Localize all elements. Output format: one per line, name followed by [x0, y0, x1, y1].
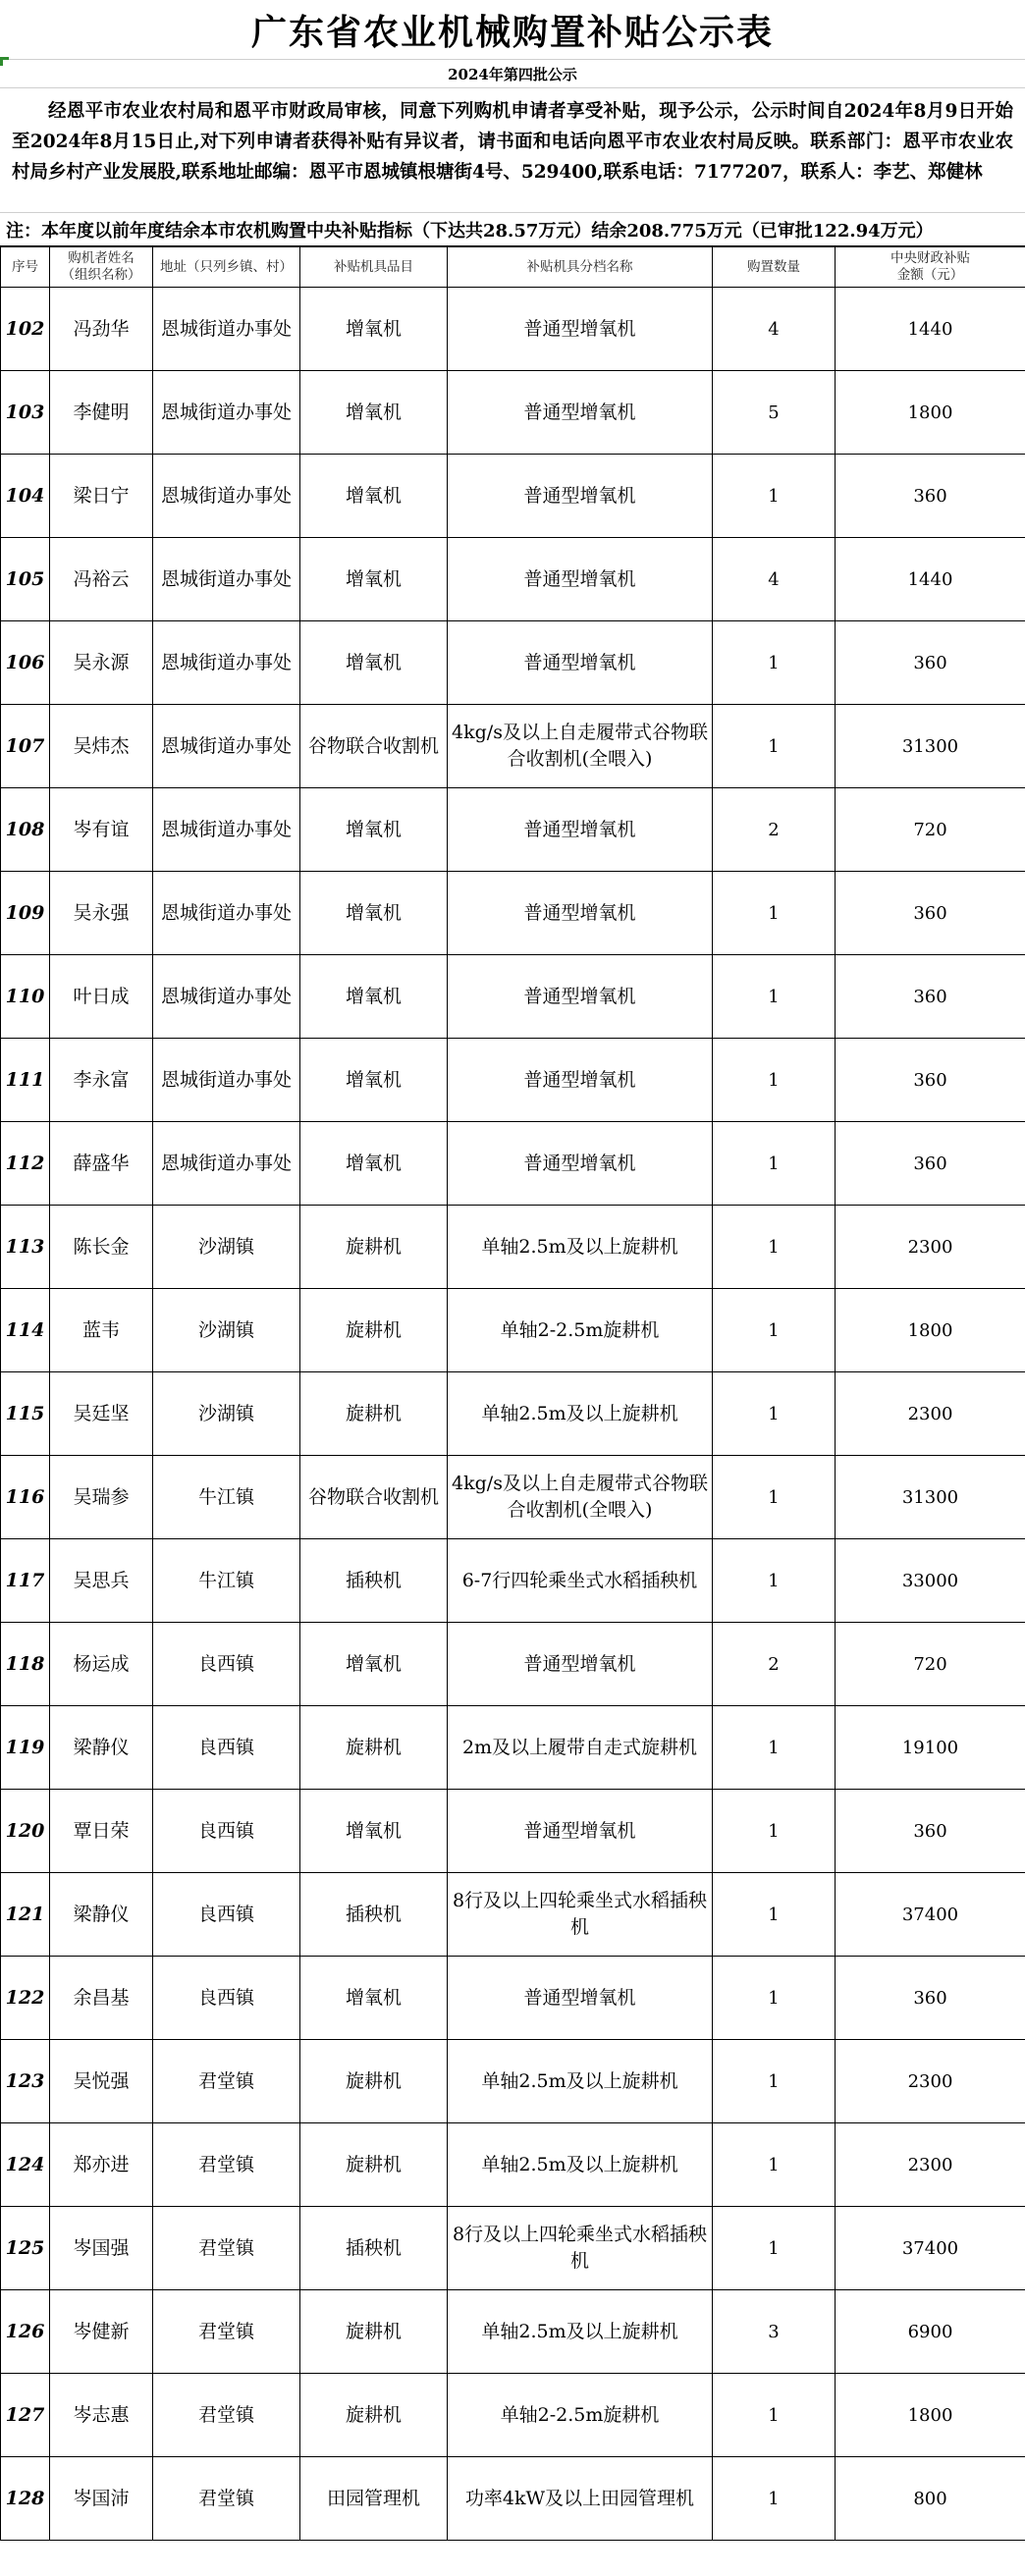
- table-row: [1, 2207, 1025, 2290]
- row-seq-cell: 117: [1, 1539, 50, 1623]
- notice-paragraph: 经恩平市农业农村局和恩平市财政局审核，同意下列购机申请者享受补贴，现予公示，公示时间自2024年8月9日开始至2024年8月15日止,对下列申请者获得补贴有异议者，请书面和电话向恩平市农业农村局反映。联系部门：恩平市农业农村局乡村产业发展股,联系地址邮编：恩平市恩城镇根塘街4号、529400,联系电话：7177207，联系人：李艺、郑健林: [0, 88, 1025, 213]
- table-row: [1, 1372, 1025, 1456]
- row-quantity-cell: 1: [713, 2207, 836, 2290]
- row-quantity-cell: 1: [713, 2123, 836, 2207]
- table-row: [1, 1790, 1025, 1873]
- row-grade-cell: 单轴2-2.5m旋耕机: [448, 1289, 713, 1372]
- row-grade-cell: 普通型增氧机: [448, 288, 713, 371]
- row-quantity-cell: 1: [713, 2457, 836, 2541]
- row-address-cell: 沙湖镇: [153, 1372, 300, 1456]
- table-row: [1, 1623, 1025, 1706]
- row-category-cell: 插秧机: [300, 1539, 448, 1623]
- row-address-cell: 君堂镇: [153, 2207, 300, 2290]
- row-address-cell: 恩城街道办事处: [153, 371, 300, 455]
- table-row: [1, 371, 1025, 455]
- row-category-cell: 旋耕机: [300, 1706, 448, 1790]
- row-amount-cell: 360: [836, 1957, 1025, 2040]
- row-amount-cell: 1440: [836, 288, 1025, 371]
- row-buyer-name-cell: 梁静仪: [50, 1706, 153, 1790]
- row-buyer-name-cell: 吴廷坚: [50, 1372, 153, 1456]
- row-address-cell: 良西镇: [153, 1706, 300, 1790]
- row-amount-cell: 37400: [836, 1873, 1025, 1957]
- row-grade-cell: 普通型增氧机: [448, 455, 713, 538]
- quota-note: 注：本年度以前年度结余本市农机购置中央补贴指标（下达共28.57万元）结余208.775万元（已审批122.94万元）: [0, 213, 1025, 246]
- row-address-cell: 恩城街道办事处: [153, 288, 300, 371]
- row-seq-cell: 118: [1, 1623, 50, 1706]
- row-buyer-name-cell: 岑国沛: [50, 2457, 153, 2541]
- row-category-cell: 谷物联合收割机: [300, 705, 448, 788]
- row-address-cell: 君堂镇: [153, 2123, 300, 2207]
- header-category: 补贴机具品目: [300, 247, 448, 288]
- row-quantity-cell: 1: [713, 1122, 836, 1206]
- row-buyer-name-cell: 梁日宁: [50, 455, 153, 538]
- row-quantity-cell: 1: [713, 1206, 836, 1289]
- row-category-cell: 增氧机: [300, 1790, 448, 1873]
- row-grade-cell: 单轴2.5m及以上旋耕机: [448, 2040, 713, 2123]
- row-seq-cell: 121: [1, 1873, 50, 1957]
- row-grade-cell: 2m及以上履带自走式旋耕机: [448, 1706, 713, 1790]
- table-row: [1, 1706, 1025, 1790]
- row-amount-cell: 720: [836, 1623, 1025, 1706]
- row-amount-cell: 800: [836, 2457, 1025, 2541]
- row-seq-cell: 112: [1, 1122, 50, 1206]
- row-amount-cell: 2300: [836, 2123, 1025, 2207]
- row-category-cell: 旋耕机: [300, 2123, 448, 2207]
- row-buyer-name-cell: 覃日荣: [50, 1790, 153, 1873]
- table-row: [1, 1539, 1025, 1623]
- table-header-row: [1, 247, 1025, 288]
- row-address-cell: 恩城街道办事处: [153, 788, 300, 872]
- row-grade-cell: 8行及以上四轮乘坐式水稻插秧机: [448, 1873, 713, 1957]
- table-row: [1, 1957, 1025, 2040]
- row-grade-cell: 普通型增氧机: [448, 1623, 713, 1706]
- row-seq-cell: 122: [1, 1957, 50, 2040]
- row-category-cell: 田园管理机: [300, 2457, 448, 2541]
- row-buyer-name-cell: 陈长金: [50, 1206, 153, 1289]
- row-amount-cell: 2300: [836, 1372, 1025, 1456]
- table-row: [1, 1206, 1025, 1289]
- row-buyer-name-cell: 李健明: [50, 371, 153, 455]
- row-category-cell: 增氧机: [300, 1039, 448, 1122]
- row-buyer-name-cell: 吴永强: [50, 872, 153, 955]
- row-address-cell: 良西镇: [153, 1957, 300, 2040]
- row-buyer-name-cell: 吴悦强: [50, 2040, 153, 2123]
- row-quantity-cell: 1: [713, 1957, 836, 2040]
- row-quantity-cell: 5: [713, 371, 836, 455]
- table-row: [1, 705, 1025, 788]
- row-quantity-cell: 1: [713, 1289, 836, 1372]
- row-category-cell: 旋耕机: [300, 1372, 448, 1456]
- row-quantity-cell: 1: [713, 621, 836, 705]
- table-row: [1, 788, 1025, 872]
- row-address-cell: 良西镇: [153, 1873, 300, 1957]
- row-buyer-name-cell: 吴思兵: [50, 1539, 153, 1623]
- row-quantity-cell: 1: [713, 872, 836, 955]
- table-body: [1, 288, 1025, 2541]
- row-quantity-cell: 1: [713, 1790, 836, 1873]
- row-category-cell: 增氧机: [300, 788, 448, 872]
- row-seq-cell: 110: [1, 955, 50, 1039]
- row-quantity-cell: 1: [713, 1456, 836, 1539]
- row-grade-cell: 8行及以上四轮乘坐式水稻插秧机: [448, 2207, 713, 2290]
- row-amount-cell: 1800: [836, 2374, 1025, 2457]
- table-row: [1, 621, 1025, 705]
- row-address-cell: 君堂镇: [153, 2040, 300, 2123]
- row-grade-cell: 普通型增氧机: [448, 371, 713, 455]
- row-grade-cell: 单轴2.5m及以上旋耕机: [448, 1206, 713, 1289]
- row-address-cell: 君堂镇: [153, 2290, 300, 2374]
- batch-subtitle: 2024年第四批公示: [0, 60, 1025, 88]
- table-row: [1, 1039, 1025, 1122]
- row-grade-cell: 普通型增氧机: [448, 538, 713, 621]
- row-address-cell: 君堂镇: [153, 2457, 300, 2541]
- row-buyer-name-cell: 吴炜杰: [50, 705, 153, 788]
- row-address-cell: 恩城街道办事处: [153, 538, 300, 621]
- row-grade-cell: 普通型增氧机: [448, 1039, 713, 1122]
- row-buyer-name-cell: 冯裕云: [50, 538, 153, 621]
- subsidy-table: [0, 246, 1025, 2541]
- row-amount-cell: 360: [836, 621, 1025, 705]
- row-seq-cell: 114: [1, 1289, 50, 1372]
- row-seq-cell: 126: [1, 2290, 50, 2374]
- row-amount-cell: 37400: [836, 2207, 1025, 2290]
- row-quantity-cell: 4: [713, 288, 836, 371]
- row-quantity-cell: 4: [713, 538, 836, 621]
- row-grade-cell: 普通型增氧机: [448, 1957, 713, 2040]
- row-quantity-cell: 1: [713, 455, 836, 538]
- row-amount-cell: 1800: [836, 371, 1025, 455]
- row-address-cell: 沙湖镇: [153, 1289, 300, 1372]
- row-seq-cell: 111: [1, 1039, 50, 1122]
- row-category-cell: 旋耕机: [300, 2290, 448, 2374]
- row-category-cell: 旋耕机: [300, 1206, 448, 1289]
- row-amount-cell: 360: [836, 1790, 1025, 1873]
- row-seq-cell: 102: [1, 288, 50, 371]
- row-buyer-name-cell: 梁静仪: [50, 1873, 153, 1957]
- row-category-cell: 增氧机: [300, 621, 448, 705]
- row-grade-cell: 单轴2.5m及以上旋耕机: [448, 2290, 713, 2374]
- row-quantity-cell: 2: [713, 788, 836, 872]
- row-grade-cell: 普通型增氧机: [448, 621, 713, 705]
- row-quantity-cell: 1: [713, 1873, 836, 1957]
- row-seq-cell: 113: [1, 1206, 50, 1289]
- row-category-cell: 增氧机: [300, 1122, 448, 1206]
- table-row: [1, 1456, 1025, 1539]
- row-amount-cell: 360: [836, 955, 1025, 1039]
- row-seq-cell: 120: [1, 1790, 50, 1873]
- row-amount-cell: 1440: [836, 538, 1025, 621]
- row-category-cell: 增氧机: [300, 455, 448, 538]
- row-address-cell: 恩城街道办事处: [153, 705, 300, 788]
- row-seq-cell: 128: [1, 2457, 50, 2541]
- row-category-cell: 旋耕机: [300, 1289, 448, 1372]
- row-address-cell: 恩城街道办事处: [153, 621, 300, 705]
- header-grade: 补贴机具分档名称: [448, 247, 713, 288]
- row-grade-cell: 普通型增氧机: [448, 872, 713, 955]
- row-amount-cell: 2300: [836, 1206, 1025, 1289]
- row-amount-cell: 31300: [836, 1456, 1025, 1539]
- row-amount-cell: 360: [836, 872, 1025, 955]
- table-row: [1, 288, 1025, 371]
- row-category-cell: 增氧机: [300, 955, 448, 1039]
- row-buyer-name-cell: 岑国强: [50, 2207, 153, 2290]
- table-row: [1, 955, 1025, 1039]
- table-row: [1, 2290, 1025, 2374]
- row-category-cell: 增氧机: [300, 1623, 448, 1706]
- row-category-cell: 增氧机: [300, 371, 448, 455]
- row-buyer-name-cell: 薛盛华: [50, 1122, 153, 1206]
- row-quantity-cell: 3: [713, 2290, 836, 2374]
- row-amount-cell: 720: [836, 788, 1025, 872]
- table-row: [1, 2123, 1025, 2207]
- row-seq-cell: 124: [1, 2123, 50, 2207]
- row-buyer-name-cell: 冯劲华: [50, 288, 153, 371]
- row-quantity-cell: 1: [713, 1039, 836, 1122]
- header-quantity: 购置数量: [713, 247, 836, 288]
- row-amount-cell: 360: [836, 1039, 1025, 1122]
- row-grade-cell: 普通型增氧机: [448, 1790, 713, 1873]
- row-quantity-cell: 1: [713, 1539, 836, 1623]
- row-seq-cell: 105: [1, 538, 50, 621]
- row-seq-cell: 116: [1, 1456, 50, 1539]
- table-row: [1, 455, 1025, 538]
- row-category-cell: 增氧机: [300, 872, 448, 955]
- row-grade-cell: 功率4kW及以上田园管理机: [448, 2457, 713, 2541]
- table-row: [1, 2040, 1025, 2123]
- row-address-cell: 恩城街道办事处: [153, 872, 300, 955]
- header-seq: 序号: [1, 247, 50, 288]
- row-seq-cell: 104: [1, 455, 50, 538]
- row-buyer-name-cell: 岑有谊: [50, 788, 153, 872]
- row-address-cell: 恩城街道办事处: [153, 955, 300, 1039]
- row-grade-cell: 普通型增氧机: [448, 955, 713, 1039]
- row-quantity-cell: 2: [713, 1623, 836, 1706]
- row-quantity-cell: 1: [713, 2040, 836, 2123]
- row-seq-cell: 107: [1, 705, 50, 788]
- row-address-cell: 牛江镇: [153, 1456, 300, 1539]
- row-amount-cell: 2300: [836, 2040, 1025, 2123]
- row-quantity-cell: 1: [713, 1372, 836, 1456]
- row-grade-cell: 普通型增氧机: [448, 788, 713, 872]
- row-grade-cell: 单轴2-2.5m旋耕机: [448, 2374, 713, 2457]
- table-row: [1, 2457, 1025, 2541]
- header-buyer-name: 购机者姓名 （组织名称）: [50, 247, 153, 288]
- row-address-cell: 良西镇: [153, 1790, 300, 1873]
- row-category-cell: 插秧机: [300, 1873, 448, 1957]
- row-grade-cell: 单轴2.5m及以上旋耕机: [448, 2123, 713, 2207]
- table-row: [1, 538, 1025, 621]
- row-address-cell: 良西镇: [153, 1623, 300, 1706]
- row-buyer-name-cell: 吴瑞参: [50, 1456, 153, 1539]
- row-grade-cell: 普通型增氧机: [448, 1122, 713, 1206]
- row-category-cell: 插秧机: [300, 2207, 448, 2290]
- table-row: [1, 1873, 1025, 1957]
- row-amount-cell: 1800: [836, 1289, 1025, 1372]
- row-grade-cell: 4kg/s及以上自走履带式谷物联合收割机(全喂入): [448, 1456, 713, 1539]
- row-grade-cell: 6-7行四轮乘坐式水稻插秧机: [448, 1539, 713, 1623]
- row-amount-cell: 33000: [836, 1539, 1025, 1623]
- row-address-cell: 恩城街道办事处: [153, 455, 300, 538]
- row-grade-cell: 单轴2.5m及以上旋耕机: [448, 1372, 713, 1456]
- row-address-cell: 恩城街道办事处: [153, 1039, 300, 1122]
- table-row: [1, 1289, 1025, 1372]
- row-amount-cell: 31300: [836, 705, 1025, 788]
- row-amount-cell: 6900: [836, 2290, 1025, 2374]
- row-seq-cell: 119: [1, 1706, 50, 1790]
- row-buyer-name-cell: 岑健新: [50, 2290, 153, 2374]
- row-buyer-name-cell: 余昌基: [50, 1957, 153, 2040]
- header-amount: 中央财政补贴 金额（元）: [836, 247, 1025, 288]
- row-amount-cell: 360: [836, 1122, 1025, 1206]
- row-quantity-cell: 1: [713, 955, 836, 1039]
- table-row: [1, 1122, 1025, 1206]
- row-address-cell: 沙湖镇: [153, 1206, 300, 1289]
- row-amount-cell: 19100: [836, 1706, 1025, 1790]
- row-category-cell: 谷物联合收割机: [300, 1456, 448, 1539]
- table-row: [1, 2374, 1025, 2457]
- row-category-cell: 增氧机: [300, 288, 448, 371]
- row-quantity-cell: 1: [713, 1706, 836, 1790]
- row-seq-cell: 125: [1, 2207, 50, 2290]
- row-buyer-name-cell: 杨运成: [50, 1623, 153, 1706]
- row-category-cell: 旋耕机: [300, 2374, 448, 2457]
- row-category-cell: 增氧机: [300, 538, 448, 621]
- row-seq-cell: 115: [1, 1372, 50, 1456]
- row-address-cell: 恩城街道办事处: [153, 1122, 300, 1206]
- row-buyer-name-cell: 郑亦进: [50, 2123, 153, 2207]
- row-buyer-name-cell: 岑志惠: [50, 2374, 153, 2457]
- row-address-cell: 君堂镇: [153, 2374, 300, 2457]
- row-seq-cell: 108: [1, 788, 50, 872]
- row-seq-cell: 123: [1, 2040, 50, 2123]
- row-buyer-name-cell: 叶日成: [50, 955, 153, 1039]
- row-grade-cell: 4kg/s及以上自走履带式谷物联合收割机(全喂入): [448, 705, 713, 788]
- table-row: [1, 872, 1025, 955]
- cell-comment-marker: [0, 57, 9, 66]
- row-buyer-name-cell: 李永富: [50, 1039, 153, 1122]
- row-address-cell: 牛江镇: [153, 1539, 300, 1623]
- page-title: 广东省农业机械购置补贴公示表: [0, 0, 1025, 60]
- row-seq-cell: 106: [1, 621, 50, 705]
- row-buyer-name-cell: 蓝韦: [50, 1289, 153, 1372]
- row-seq-cell: 127: [1, 2374, 50, 2457]
- row-category-cell: 增氧机: [300, 1957, 448, 2040]
- row-seq-cell: 103: [1, 371, 50, 455]
- row-seq-cell: 109: [1, 872, 50, 955]
- row-quantity-cell: 1: [713, 705, 836, 788]
- row-amount-cell: 360: [836, 455, 1025, 538]
- header-address: 地址（只列乡镇、村）: [153, 247, 300, 288]
- row-category-cell: 旋耕机: [300, 2040, 448, 2123]
- row-buyer-name-cell: 吴永源: [50, 621, 153, 705]
- row-quantity-cell: 1: [713, 2374, 836, 2457]
